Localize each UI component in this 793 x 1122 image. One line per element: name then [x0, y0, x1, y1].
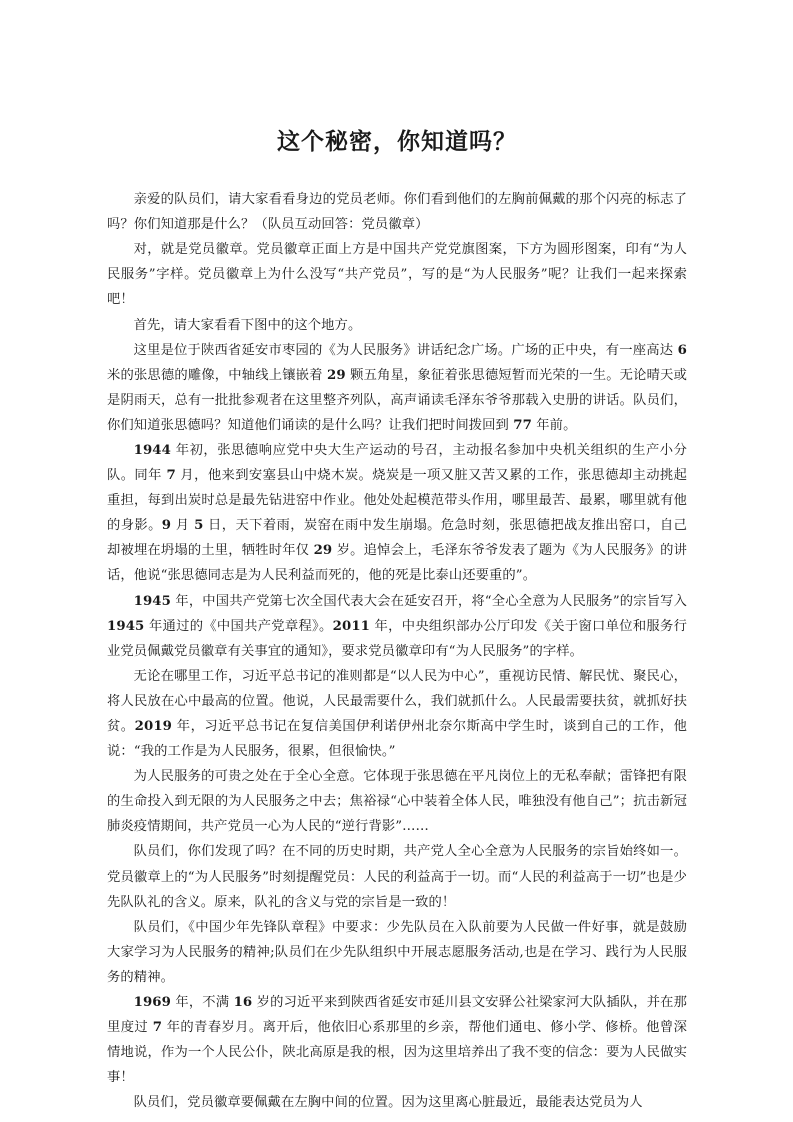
paragraph: 首先，请大家看看下图中的这个地方。: [133, 317, 362, 333]
numeral: 6: [677, 342, 687, 358]
paragraph: 亲爱的队员们，请大家看看身边的党员老师。你们看到他们的左胸前佩戴的那个闪亮的标志了吗？你们知道那是什么？（队员互动回答：党员徽章）: [107, 192, 687, 233]
paragraph: 对，就是党员徽章。党员徽章正面上方是中国共产党党旗图案，下方为圆形图案，印有“为人民服务”字样。党员徽章上为什么没写“共产党员”，写的是“为人民服务”呢？让我们一起来探索吧！: [107, 242, 687, 308]
numeral: 5: [194, 518, 204, 534]
paragraph: 无论在哪里工作，习近平总书记的准则都是“以人民为中心”，重视访民情、解民忧、聚民心，将人民放在心中最高的位置。他说，人民最需要什么，我们就抓什么。人民最需要扶贫，就抓好扶贫。2019 年，习近平总书记在复信美国伊利诺伊州北奈尔斯高中学生时，谈到自己的工作，他说：“我的工作是为人民服务，很累，但很愉快。”: [107, 668, 687, 760]
paragraph: 队员们，你们发现了吗？在不同的历史时期，共产党人全心全意为人民服务的宗旨始终如一。党员徽章上的“为人民服务”时刻提醒党员：人民的利益高于一切。而“人民的利益高于一切”也是少先队队礼的含义。原来，队礼的含义与党的宗旨是一致的！: [107, 844, 687, 910]
paragraph: 队员们，《中国少年先锋队章程》中要求：少先队员在入队前要为人民做一件好事，就是鼓励大家学习为人民服务的精神;队员们在少先队组织中开展志愿服务活动,也是在学习、践行为人民服务的精神。: [107, 919, 687, 985]
numeral: 29: [327, 367, 346, 383]
numeral: 9: [161, 518, 172, 534]
paragraph: 这里是位于陕西省延安市枣园的《为人民服务》讲话纪念广场。广场的正中央，有一座高达 6 米的张思德的雕像，中轴线上镶嵌着 29 颗五角星，象征着张思德短暂而光荣的一生。无论晴天或是阴雨天，总有一批批参观者在这里整齐列队，高声诵读毛泽东爷爷那载入史册的讲话。队员们，你们知道张思德吗？知道他们诵读的是什么吗？让我们把时间拨回到 77 年前。: [107, 342, 687, 433]
paragraph: 为人民服务的可贵之处在于全心全意。它体现于张思德在平凡岗位上的无私奉献；雷锋把有限的生命投入到无限的为人民服务之中去；焦裕禄“心中装着全体人民，唯独没有他自己”；抗击新冠肺炎疫情期间，共产党员一心为人民的“逆行背影”……: [107, 769, 687, 835]
numeral: 1944: [133, 442, 172, 458]
numeral: 29: [313, 543, 333, 559]
numeral: 77: [513, 417, 532, 433]
document-body: [107, 187, 687, 1115]
numeral: 16: [233, 995, 253, 1011]
numeral: 7: [152, 1020, 163, 1036]
numeral: 1969: [133, 995, 172, 1011]
paragraph: 1969 年，不满 16 岁的习近平来到陕西省延安市延川县文安驿公社梁家河大队插队，并在那里度过 7 年的青春岁月。离开后，他依旧心系那里的乡亲，帮他们通电、修小学、修桥。他曾深情地说，作为一个人民公仆，陕北高原是我的根，因为这里培养出了我不变的信念：要为人民做实事！: [107, 995, 687, 1086]
document-content: [107, 0, 687, 1116]
paragraph: 1944 年初，张思德响应党中央大生产运动的号召，主动报名参加中央机关组织的生产小分队。同年 7 月，他来到安塞县山中烧木炭。烧炭是一项又脏又苦又累的工作，张思德却主动挑起重担，每到出炭时总是最先钻进窑中作业。他处处起模范带头作用，哪里最苦、最累，哪里就有他的身影。9 月 5 日，天下着雨，炭窑在雨中发生崩塌。危急时刻，张思德把战友推出窑口，自己却被埋在坍塌的土里，牺牲时年仅 29 岁。追悼会上，毛泽东爷爷发表了题为《为人民服务》的讲话，他说“张思德同志是为人民利益而死的，他的死是比泰山还要重的”。: [107, 442, 687, 584]
page-title: 这个秘密，你知道吗？: [277, 128, 517, 155]
numeral: 7: [166, 468, 176, 484]
numeral: 1945: [107, 618, 145, 634]
numeral: 2011: [332, 618, 371, 634]
numeral: 1945: [133, 593, 172, 609]
paragraph: 队员们，党员徽章要佩戴在左胸中间的位置。因为这里离心脏最近，最能表达党员为人: [133, 1095, 643, 1111]
paragraph: 1945 年，中国共产党第七次全国代表大会在延安召开，将“全心全意为人民服务”的宗旨写入 1945 年通过的《中国共产党章程》。2011 年，中央组织部办公厅印发《关于窗口单位和服务行业党员佩戴党员徽章有关事宜的通知》，要求党员徽章印有“为人民服务”的字样。: [107, 593, 687, 659]
numeral: 2019: [134, 719, 173, 735]
